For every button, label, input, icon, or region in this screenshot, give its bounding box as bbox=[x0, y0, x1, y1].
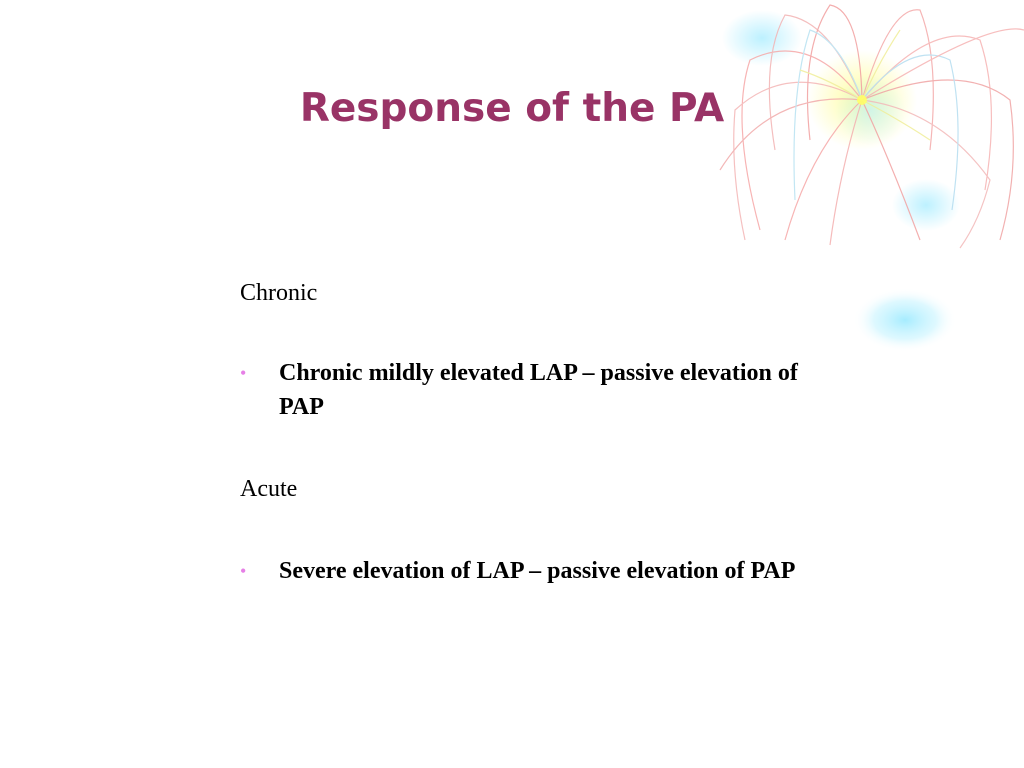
bullet-item bbox=[240, 356, 800, 424]
bullet-item bbox=[240, 554, 800, 588]
bullet-text: Chronic mildly elevated LAP – passive elevation of PAP bbox=[279, 360, 798, 420]
blue-glow-graphic bbox=[850, 285, 960, 355]
bullet-dot-icon: • bbox=[240, 561, 247, 581]
section-heading-chronic: Chronic bbox=[240, 280, 318, 306]
section-heading-acute: Acute bbox=[240, 476, 298, 502]
bullet-text: Severe elevation of LAP – passive elevation of PAP bbox=[279, 558, 796, 584]
bullet-dot-icon: • bbox=[240, 363, 247, 383]
slide-title: Response of the PA bbox=[299, 86, 725, 131]
slide-body bbox=[240, 276, 800, 588]
